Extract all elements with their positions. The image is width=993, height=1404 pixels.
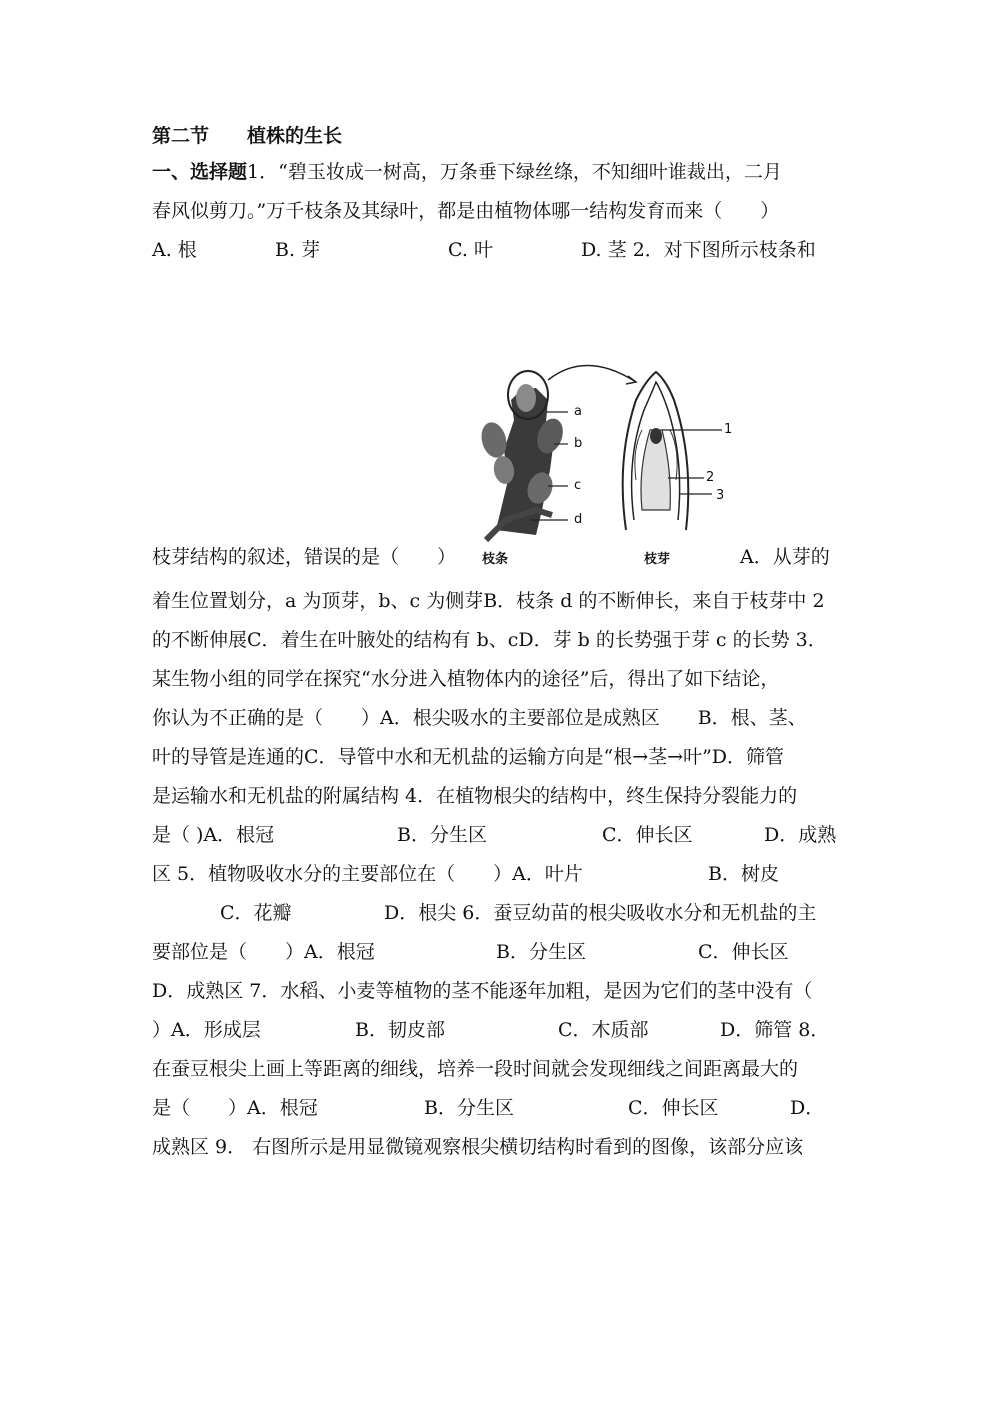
plant-bud-figure (466, 360, 746, 570)
q7-line-start: ）A．形成层 (152, 1019, 261, 1041)
q2-line-1: 枝芽结构的叙述，错误的是（ ） (152, 546, 457, 568)
bud-section-drawing (623, 372, 725, 530)
label-2: 2 (706, 470, 715, 485)
label-b: b (574, 436, 583, 451)
q3-line-1: 某生物小组的同学在探究“水分进入植物体内的途径”后，得出了如下结论， (152, 668, 780, 690)
q5-option-d-q6: D．根尖 6．蚕豆幼苗的根尖吸收水分和无机盐的主 (384, 902, 817, 924)
branch-and-bud-diagram (466, 360, 746, 570)
branch-drawing (478, 365, 636, 540)
q8-option-c: C．伸长区 (628, 1097, 719, 1119)
q6-line-start: 要部位是（ ）A．根冠 (152, 941, 375, 963)
q2-line-3: 的不断伸展C．着生在叶腋处的结构有 b、cD．芽 b 的长势强于芽 c 的长势 3． (152, 629, 827, 651)
q2-option-a-start: A．从芽的 (740, 546, 830, 568)
label-a: a (574, 404, 582, 419)
q1-option-d-text: D. 茎 (581, 239, 627, 261)
q6-option-b: B．分生区 (496, 941, 586, 963)
label-d: d (574, 512, 583, 527)
q4-option-b: B．分生区 (397, 824, 487, 846)
q3-line-4: 是运输水和无机盐的附属结构 4．在植物根尖的结构中，终生保持分裂能力的 (152, 785, 798, 807)
q8-line-start: 是（ ）A．根冠 (152, 1097, 318, 1119)
q1-text-1: 1．“碧玉妆成一树高，万条垂下绿丝绦，不知细叶谁裁出，二月 (247, 161, 782, 183)
q1-option-c: C. 叶 (448, 239, 493, 261)
q4-option-c: C．伸长区 (602, 824, 693, 846)
question-heading: 一、选择题 (152, 161, 248, 183)
q3-line-2: 你认为不正确的是（ ）A．根尖吸水的主要部位是成熟区 B．根、茎、 (152, 707, 807, 729)
section-title: 第二节 植株的生长 (152, 125, 343, 147)
q7-option-d: D．筛管 8． (720, 1019, 830, 1041)
q4-line-start: 是（ )A．根冠 (152, 824, 275, 846)
q4-option-d: D．成熟 (764, 824, 837, 846)
q7-option-b: B．韧皮部 (355, 1019, 445, 1041)
q5-line-1: 区 5．植物吸收水分的主要部位在（ ）A．叶片 (152, 863, 583, 885)
caption-branch: 枝条 (482, 552, 509, 567)
q9-line-1: 成熟区 9． 右图所示是用显微镜观察根尖横切结构时看到的图像，该部分应该 (152, 1136, 804, 1158)
caption-bud: 枝芽 (644, 552, 671, 567)
label-1: 1 (724, 422, 733, 437)
q7-line-1: D．成熟区 7．水稻、小麦等植物的茎不能逐年加粗，是因为它们的茎中没有（ (152, 980, 813, 1002)
q8-option-d: D． (790, 1097, 825, 1119)
q2-line-2: 着生位置划分，a 为顶芽，b、c 为侧芽B．枝条 d 的不断伸长，来自于枝芽中 2 (152, 590, 825, 612)
q1-line-1 (152, 160, 852, 184)
q2-start: 2．对下图所示枝条和 (632, 239, 816, 261)
q1-option-a: A. 根 (152, 239, 197, 261)
q5-option-c: C．花瓣 (220, 902, 292, 924)
q1-line-2: 春风似剪刀。”万千枝条及其绿叶，都是由植物体哪一结构发育而来（ ） (152, 200, 780, 222)
q5-option-b: B．树皮 (708, 863, 779, 885)
label-c: c (574, 478, 582, 493)
q1-option-d (581, 238, 816, 262)
q1-option-b: B. 芽 (275, 239, 321, 261)
q7-option-c: C．木质部 (558, 1019, 649, 1041)
q8-option-b: B．分生区 (424, 1097, 514, 1119)
q3-line-3: 叶的导管是连通的C．导管中水和无机盐的运输方向是“根→茎→叶”D．筛管 (152, 746, 785, 768)
label-3: 3 (716, 488, 725, 503)
q6-option-c: C．伸长区 (698, 941, 789, 963)
q8-line-1: 在蚕豆根尖上画上等距离的细线，培养一段时间就会发现细线之间距离最大的 (152, 1058, 799, 1080)
